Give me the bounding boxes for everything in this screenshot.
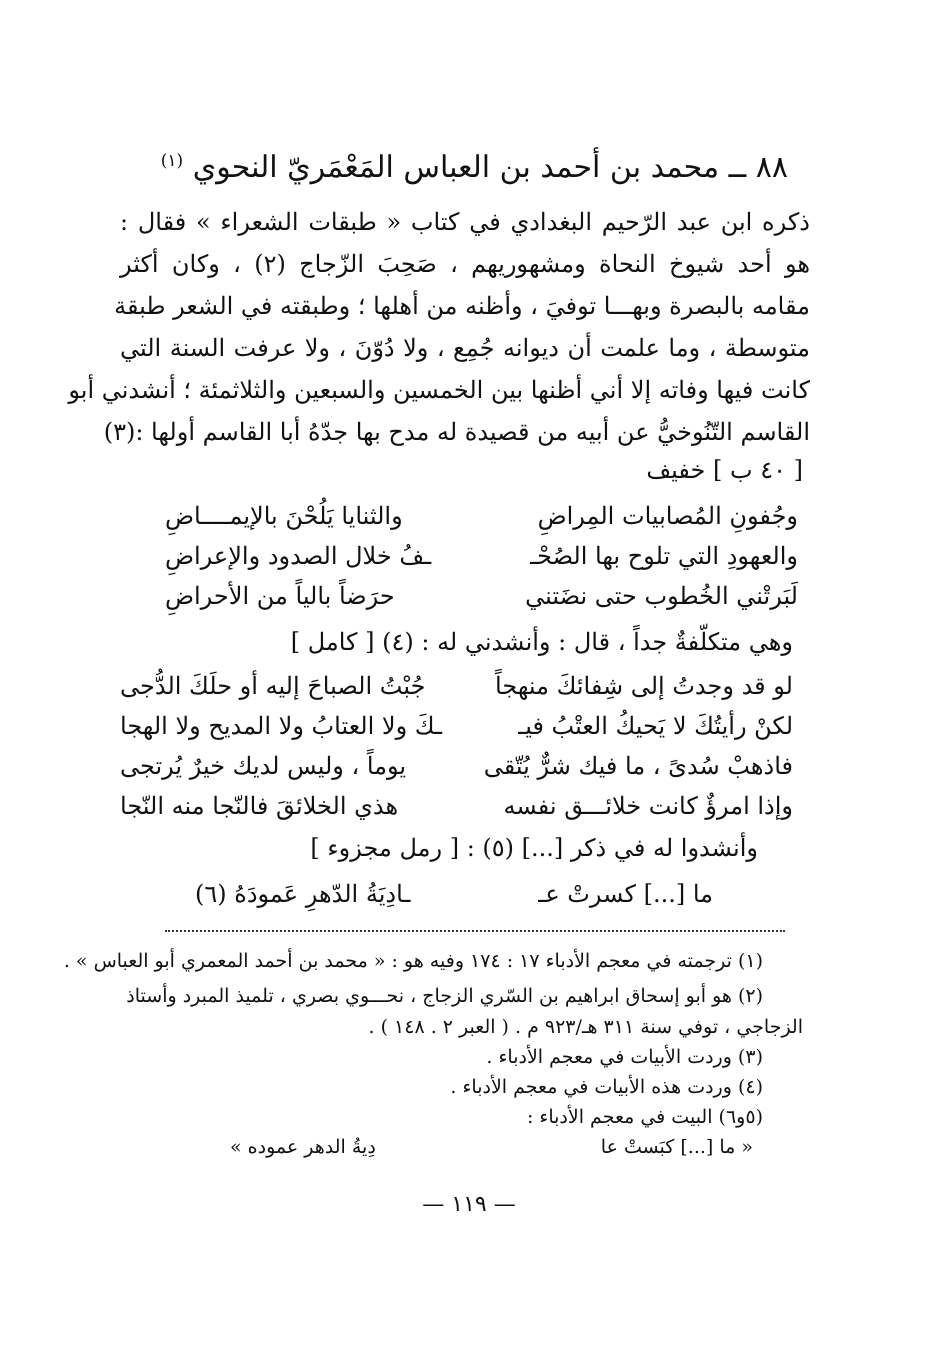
- meter-label: [ ٤٠ ب ] خفيف: [646, 456, 803, 484]
- intro-line: كانت فيها وفاته إلا أني أظنها بين الخمسين والسبعين والثلاثمئة ؛ أنشدني أبو: [68, 376, 810, 404]
- verse-second-hemistich: والثنايا يَلُحْنَ بالإيمــــاضِ: [165, 502, 403, 530]
- verse-second-hemistich: ـكَ ولا العتابُ ولا المديح ولا الهجا: [120, 712, 443, 740]
- title-footnote-ref: (١): [160, 151, 184, 171]
- verse-second-hemistich: حرَضاً بالياً من الأحراضِ: [165, 582, 395, 610]
- intro-line: القاسم التّنُوخيُّ عن أبيه من قصيدة له مدح بها جدّهُ أبا القاسم أولها :(٣): [103, 418, 810, 446]
- verse-first-hemistich: وجُفونِ المُصابيات المِراضِ: [537, 502, 798, 530]
- verse-first-hemistich: لكنْ رأيتُكَ لا يَحيكُ العتْبُ فيـ: [518, 712, 793, 740]
- footnote: (٤) وردت هذه الأبيات في معجم الأدباء .: [450, 1076, 763, 1098]
- verse-second-hemistich: هذي الخلائقَ فالنّجا منه النّجا: [120, 792, 399, 820]
- footnote-separator: [165, 930, 785, 932]
- footnote: (٢) هو أبو إسحاق ابراهيم بن السّري الزجاج ، نحـــوي بصري ، تلميذ المبرد وأستاذ: [126, 985, 763, 1007]
- transition-text: وهي متكلّفةٌ جداً ، قال : وأنشدني له : (٤) [ كامل ]: [290, 628, 793, 656]
- verse-first-hemistich: وإذا امرؤٌ كانت خلائـــق نفسه: [503, 792, 793, 820]
- intro-line: هو أحد شيوخ النحاة ومشهوريهم ، صَحِبَ الزّجاج (٢) ، وكان أكثر: [120, 250, 810, 278]
- verse-second-hemistich: جُبْتُ الصباحَ إليه أو حلَكَ الدُّجى: [120, 672, 426, 700]
- page-number: — ١١٩ —: [422, 1192, 516, 1217]
- footnote: (٥و٦) البيت في معجم الأدباء :: [526, 1106, 763, 1128]
- verse-second-hemistich: ـادِيَةُ الدّهرِ عَمودَهُ (٦): [195, 880, 411, 908]
- verse-first-hemistich: فاذهبْ سُدىً ، ما فيك شرٌّ يُتّقى: [483, 752, 793, 780]
- intro-line: ذكره ابن عبد الرّحيم البغدادي في كتاب « طبقات الشعراء » فقال :: [120, 208, 810, 236]
- footnote-verse-first: « ما [...] كبَستْ عا: [600, 1136, 753, 1158]
- transition-text: وأنشدوا له في ذكر [...] (٥) : [ رمل مجزوء ]: [310, 834, 758, 862]
- footnote: الزجاجي ، توفي سنة ٣١١ هـ/٩٢٣ م . ( العبر ٢ . ١٤٨ ) .: [368, 1016, 803, 1038]
- footnote: (٣) وردت الأبيات في معجم الأدباء .: [486, 1046, 763, 1068]
- verse-first-hemistich: والعهودِ التي تلوح بها الصُحْـ: [530, 542, 798, 570]
- verse-first-hemistich: لو قد وجدتُ إلى شِفائكَ منهجاً: [495, 672, 793, 700]
- verse-second-hemistich: يوماً ، وليس لديك خيرٌ يُرتجى: [120, 752, 407, 780]
- verse-second-hemistich: ـفُ خلال الصدود والإعراضِ: [165, 542, 432, 570]
- intro-line: مقامه بالبصرة وبهـــا توفيَ ، وأظنه من أهلها ؛ وطبقته في الشعر طبقة: [114, 292, 810, 320]
- intro-line: متوسطة ، وما علمت أن ديوانه جُمِع ، ولا دُوّنَ ، ولا عرفت السنة التي: [120, 334, 810, 362]
- entry-title: [161, 150, 788, 185]
- entry-title-text: ٨٨ ــ محمد بن أحمد بن العباس المَعْمَريّ النحوي: [192, 150, 788, 185]
- verse-first-hemistich: ما [...] كسرتْ عـ: [538, 880, 713, 908]
- verse-first-hemistich: لَبَرتْني الخُطوب حتى نضَتني: [525, 582, 798, 610]
- footnote-verse-second: دِيةُ الدهر عموده »: [230, 1136, 376, 1158]
- footnote: (١) ترجمته في معجم الأدباء ١٧ : ١٧٤ وفيه هو : « محمد بن أحمد المعمري أبو العباس » .: [63, 950, 763, 972]
